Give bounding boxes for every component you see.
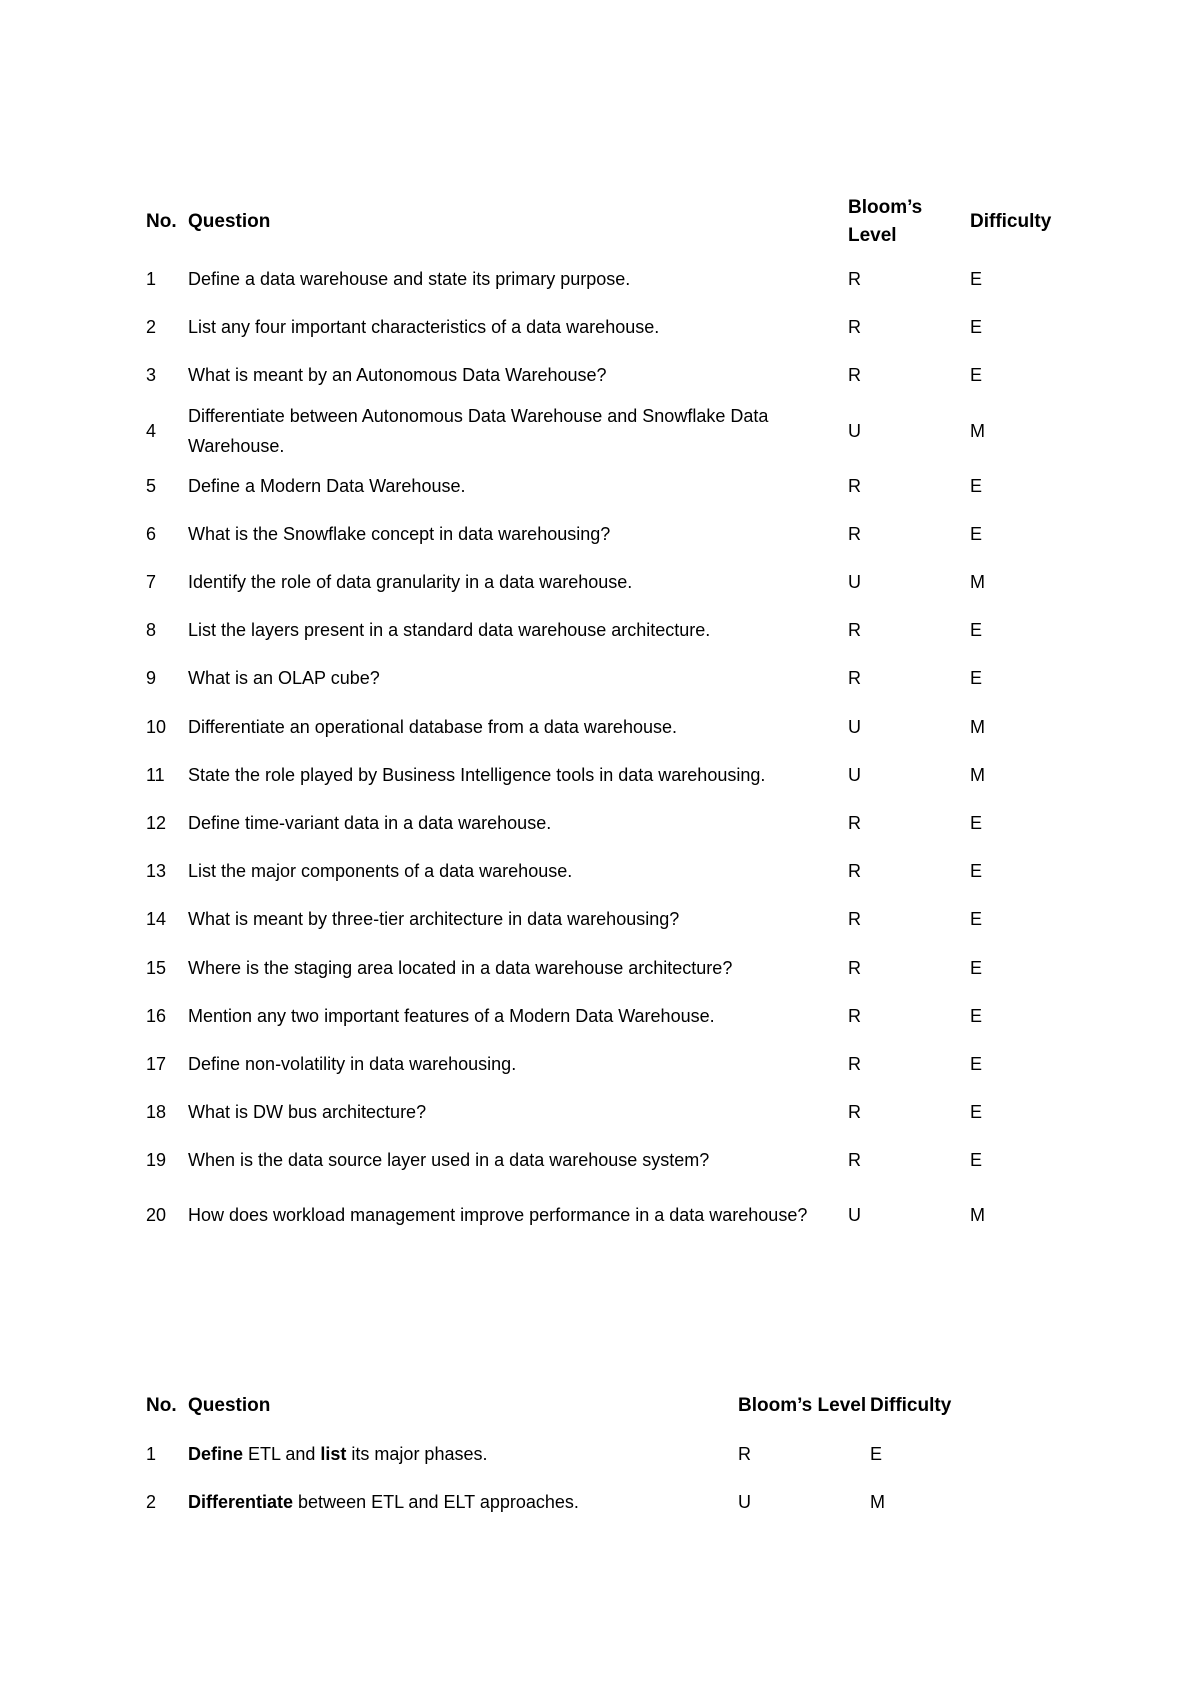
table-row xyxy=(146,1184,1066,1246)
row-level: R xyxy=(848,269,861,290)
question-text: its major phases. xyxy=(346,1444,488,1464)
row-difficulty: M xyxy=(970,764,985,785)
row-no: 16 xyxy=(146,1005,167,1026)
table-row xyxy=(146,751,1066,799)
table-row xyxy=(146,992,1066,1040)
row-level: R xyxy=(848,861,861,882)
row-no: 19 xyxy=(146,1150,167,1171)
row-difficulty: M xyxy=(870,1492,885,1512)
table-row xyxy=(146,1478,966,1526)
row-level: U xyxy=(848,764,861,785)
row-question xyxy=(188,1478,738,1526)
table-row xyxy=(146,847,1066,895)
row-question: What is meant by three-tier architecture in data warehousing? xyxy=(188,909,680,930)
table-row xyxy=(146,558,1066,606)
row-no: 3 xyxy=(146,365,157,386)
question-verb: Differentiate xyxy=(188,1492,294,1512)
row-level: R xyxy=(848,1053,861,1074)
row-level: U xyxy=(738,1492,751,1512)
row-difficulty: E xyxy=(970,317,983,338)
row-question: List the layers present in a standard data warehouse architecture. xyxy=(188,620,711,641)
row-level: R xyxy=(848,1102,861,1123)
row-level: R xyxy=(848,317,861,338)
row-difficulty: E xyxy=(970,909,983,930)
row-question: Where is the staging area located in a data warehouse architecture? xyxy=(188,957,733,978)
row-level: U xyxy=(848,572,861,593)
row-level: R xyxy=(848,475,861,496)
row-question: How does workload management improve performance in a data warehouse? xyxy=(188,1205,808,1226)
header-no: No. xyxy=(146,211,177,232)
table-row xyxy=(146,303,1066,351)
row-question: List any four important characteristics of a data warehouse. xyxy=(188,317,660,338)
row-question: What is meant by an Autonomous Data Warehouse? xyxy=(188,365,607,386)
row-question: Define non-volatility in data warehousing. xyxy=(188,1053,517,1074)
row-level: R xyxy=(738,1444,751,1464)
row-no: 2 xyxy=(146,1492,157,1512)
row-no: 5 xyxy=(146,475,157,496)
row-difficulty: E xyxy=(970,668,983,689)
table-row xyxy=(146,654,1066,702)
table-header-row xyxy=(146,189,1066,255)
table-row xyxy=(146,1088,1066,1136)
row-level: U xyxy=(848,1205,861,1226)
header-blooms-level: Bloom’s Level xyxy=(848,197,923,246)
row-difficulty: E xyxy=(970,957,983,978)
row-difficulty: M xyxy=(970,420,985,441)
table-row xyxy=(146,895,1066,943)
table-row xyxy=(146,1136,1066,1184)
row-question: Define a Modern Data Warehouse. xyxy=(188,475,466,496)
question-table-1 xyxy=(146,189,1066,1246)
row-no: 17 xyxy=(146,1053,167,1074)
row-no: 18 xyxy=(146,1102,167,1123)
row-level: R xyxy=(848,365,861,386)
row-question: List the major components of a data warehouse. xyxy=(188,861,573,882)
row-level: R xyxy=(848,620,861,641)
row-difficulty: E xyxy=(970,812,983,833)
row-no: 14 xyxy=(146,909,167,930)
question-text: ETL and xyxy=(243,1444,321,1464)
table-row xyxy=(146,703,1066,751)
row-question: Differentiate between Autonomous Data Warehouse and Snowflake Data Warehouse. xyxy=(188,405,769,456)
row-question xyxy=(188,1430,738,1478)
row-no: 7 xyxy=(146,572,157,593)
row-difficulty: E xyxy=(970,1102,983,1123)
table-row xyxy=(146,799,1066,847)
row-level: R xyxy=(848,957,861,978)
row-difficulty: E xyxy=(970,269,983,290)
row-question: Define time-variant data in a data warehouse. xyxy=(188,812,552,833)
header-question: Question xyxy=(188,211,271,232)
row-level: R xyxy=(848,523,861,544)
row-difficulty: M xyxy=(970,572,985,593)
row-no: 13 xyxy=(146,861,167,882)
row-no: 1 xyxy=(146,1444,157,1464)
row-difficulty: E xyxy=(870,1444,883,1464)
row-difficulty: E xyxy=(970,475,983,496)
row-no: 4 xyxy=(146,420,157,441)
row-question: Mention any two important features of a Modern Data Warehouse. xyxy=(188,1005,715,1026)
table-row xyxy=(146,351,1066,399)
row-level: R xyxy=(848,909,861,930)
table-row xyxy=(146,400,1066,462)
table-row xyxy=(146,462,1066,510)
row-level: U xyxy=(848,716,861,737)
row-no: 15 xyxy=(146,957,167,978)
row-no: 12 xyxy=(146,812,167,833)
row-question: Identify the role of data granularity in a data warehouse. xyxy=(188,572,633,593)
row-difficulty: E xyxy=(970,620,983,641)
row-question: When is the data source layer used in a data warehouse system? xyxy=(188,1150,710,1171)
header-question: Question xyxy=(188,1395,271,1416)
row-level: U xyxy=(848,420,861,441)
row-difficulty: M xyxy=(970,716,985,737)
question-text: between ETL and ELT approaches. xyxy=(293,1492,579,1512)
row-difficulty: E xyxy=(970,1053,983,1074)
row-difficulty: E xyxy=(970,523,983,544)
row-question: What is the Snowflake concept in data warehousing? xyxy=(188,523,611,544)
row-level: R xyxy=(848,1150,861,1171)
table-row xyxy=(146,1040,1066,1088)
row-no: 9 xyxy=(146,668,157,689)
row-no: 8 xyxy=(146,620,157,641)
header-difficulty: Difficulty xyxy=(970,211,1052,232)
question-table-2 xyxy=(146,1382,966,1526)
table-row xyxy=(146,255,1066,303)
row-no: 11 xyxy=(146,764,165,785)
question-verb: Define xyxy=(188,1444,244,1464)
row-question: State the role played by Business Intelligence tools in data warehousing. xyxy=(188,764,766,785)
row-question: What is DW bus architecture? xyxy=(188,1102,427,1123)
table-header-row xyxy=(146,1382,966,1430)
table-row xyxy=(146,943,1066,991)
row-difficulty: M xyxy=(970,1205,985,1226)
row-no: 1 xyxy=(146,269,157,290)
row-level: R xyxy=(848,668,861,689)
header-blooms-level: Bloom’s Level xyxy=(738,1395,867,1416)
row-no: 10 xyxy=(146,716,167,737)
row-level: R xyxy=(848,1005,861,1026)
row-no: 20 xyxy=(146,1205,167,1226)
table-row xyxy=(146,510,1066,558)
row-difficulty: E xyxy=(970,1150,983,1171)
row-difficulty: E xyxy=(970,861,983,882)
row-question: What is an OLAP cube? xyxy=(188,668,380,689)
row-no: 6 xyxy=(146,523,157,544)
row-no: 2 xyxy=(146,317,157,338)
row-question: Define a data warehouse and state its primary purpose. xyxy=(188,269,631,290)
row-level: R xyxy=(848,812,861,833)
row-difficulty: E xyxy=(970,1005,983,1026)
header-difficulty: Difficulty xyxy=(870,1395,952,1416)
header-no: No. xyxy=(146,1395,177,1416)
table-row xyxy=(146,606,1066,654)
row-difficulty: E xyxy=(970,365,983,386)
question-verb: list xyxy=(320,1444,347,1464)
row-question: Differentiate an operational database from a data warehouse. xyxy=(188,716,677,737)
table-row xyxy=(146,1430,966,1478)
